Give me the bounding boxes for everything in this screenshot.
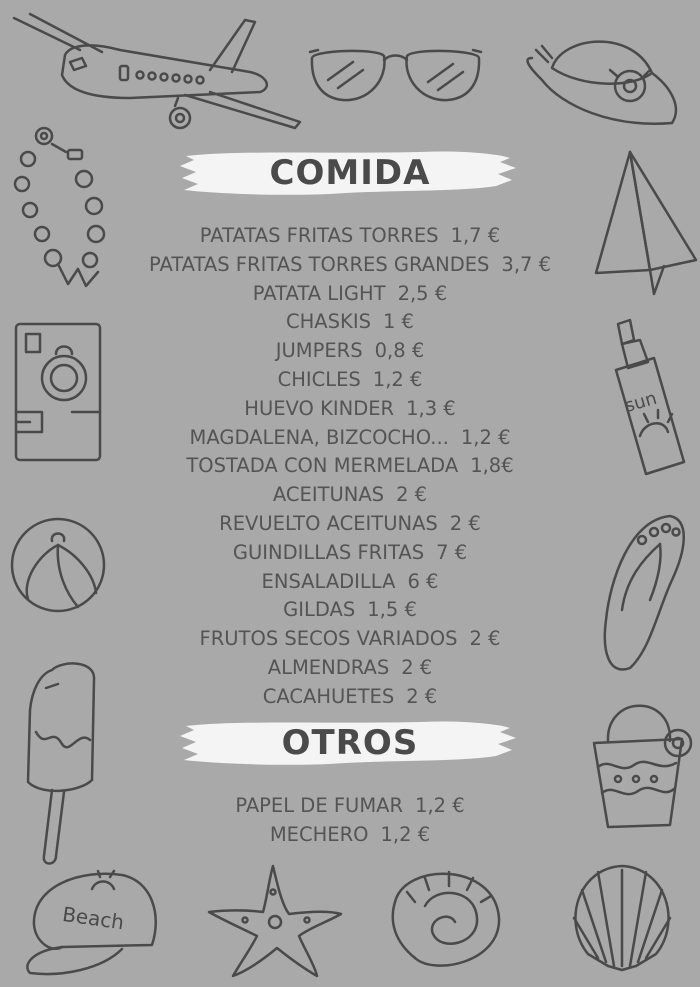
menu-item-price: 1,2 € xyxy=(460,425,511,449)
beach-ball-icon xyxy=(8,515,108,615)
menu-item xyxy=(100,625,600,654)
menu-item-name: ENSALADILLA xyxy=(261,569,396,593)
airplane-icon xyxy=(10,10,305,135)
menu-item-name: ACEITUNAS xyxy=(272,483,385,507)
section-banner-otros xyxy=(180,718,520,768)
camera-icon xyxy=(12,320,104,465)
menu-item xyxy=(100,222,600,251)
menu-item-name: TOSTADA CON MERMELADA xyxy=(186,454,459,478)
sunscreen-icon xyxy=(608,318,690,480)
menu-item xyxy=(100,481,600,510)
menu-item-name: PATATA LIGHT xyxy=(252,281,386,305)
menu-item-name: PATATAS FRITAS TORRES GRANDES xyxy=(148,252,490,276)
section-title-comida: COMIDA xyxy=(269,153,431,193)
menu-item-price: 1,2 € xyxy=(372,367,423,391)
menu-item-price: 2,5 € xyxy=(397,281,448,305)
menu-item xyxy=(100,452,600,481)
sunscreen-label: sun xyxy=(622,387,660,417)
menu-item-name: CHICLES xyxy=(277,367,361,391)
menu-item-price: 1,2 € xyxy=(415,794,465,817)
menu-item-name: ALMENDRAS xyxy=(267,655,390,679)
menu-item-name: CHASKIS xyxy=(286,310,371,334)
menu-item-name: GUINDILLAS FRITAS xyxy=(232,540,425,564)
menu-item xyxy=(100,308,600,337)
menu-item-price: 1 € xyxy=(382,310,414,334)
sunglasses-icon xyxy=(308,40,483,110)
section-title-otros: OTROS xyxy=(281,723,419,763)
menu-item-price: 1,8€ xyxy=(470,454,514,478)
menu-item-name: MECHERO xyxy=(269,822,369,846)
cap-label: Beach xyxy=(60,901,126,935)
menu-item xyxy=(100,424,600,453)
menu-item-name: FRUTOS SECOS VARIADOS xyxy=(199,627,458,651)
menu-item xyxy=(100,337,600,366)
menu-item xyxy=(100,683,600,712)
menu-item-price: 2 € xyxy=(406,684,438,708)
menu-item-name: PATATAS FRITAS TORRES xyxy=(199,224,439,247)
menu-item-name: PAPEL DE FUMAR xyxy=(235,794,404,817)
menu-item-price: 6 € xyxy=(407,569,439,593)
menu-item-price: 2 € xyxy=(449,511,481,535)
menu-item-name: REVUELTO ACEITUNAS xyxy=(219,511,438,535)
nautilus-shell-icon xyxy=(385,862,505,977)
menu-item-name: JUMPERS xyxy=(275,339,363,363)
ice-cream-icon xyxy=(22,660,100,870)
menu-item xyxy=(100,792,600,821)
flip-flop-icon xyxy=(600,510,690,675)
starfish-icon xyxy=(205,862,345,980)
menu-item xyxy=(100,539,600,568)
menu-item-name: HUEVO KINDER xyxy=(244,396,395,420)
menu-item xyxy=(100,280,600,309)
paper-plane-icon xyxy=(592,148,700,298)
menu-item xyxy=(100,510,600,539)
otros-list xyxy=(100,792,600,850)
menu-item xyxy=(100,821,600,850)
menu-item xyxy=(100,596,600,625)
bracelet-icon xyxy=(8,124,110,294)
menu-item-price: 2 € xyxy=(396,483,428,507)
comida-list xyxy=(100,222,600,712)
scallop-shell-icon xyxy=(568,862,676,974)
beach-bucket-icon xyxy=(590,695,698,831)
menu-item-price: 1,3 € xyxy=(406,396,456,420)
menu-item-price: 2 € xyxy=(469,627,501,651)
menu-item-price: 1,7 € xyxy=(450,224,501,247)
section-banner-comida xyxy=(180,148,520,198)
menu-item-price: 1,2 € xyxy=(380,822,431,846)
menu-item-name: CACAHUETES xyxy=(262,684,395,708)
menu-item-price: 1,5 € xyxy=(367,598,417,622)
menu-item xyxy=(100,395,600,424)
sunhat-icon xyxy=(522,28,682,130)
menu-item-price: 2 € xyxy=(401,655,433,679)
menu-item xyxy=(100,654,600,683)
menu-item-name: GILDAS xyxy=(283,598,356,622)
menu-item-price: 7 € xyxy=(436,540,468,564)
menu-item-price: 0,8 € xyxy=(374,339,425,363)
menu-item xyxy=(100,366,600,395)
menu-item xyxy=(100,251,600,280)
menu-item-name: MAGDALENA, BIZCOCHO... xyxy=(189,425,449,449)
menu-item-price: 3,7 € xyxy=(501,252,552,276)
cap-icon xyxy=(22,865,162,980)
menu-item xyxy=(100,568,600,597)
